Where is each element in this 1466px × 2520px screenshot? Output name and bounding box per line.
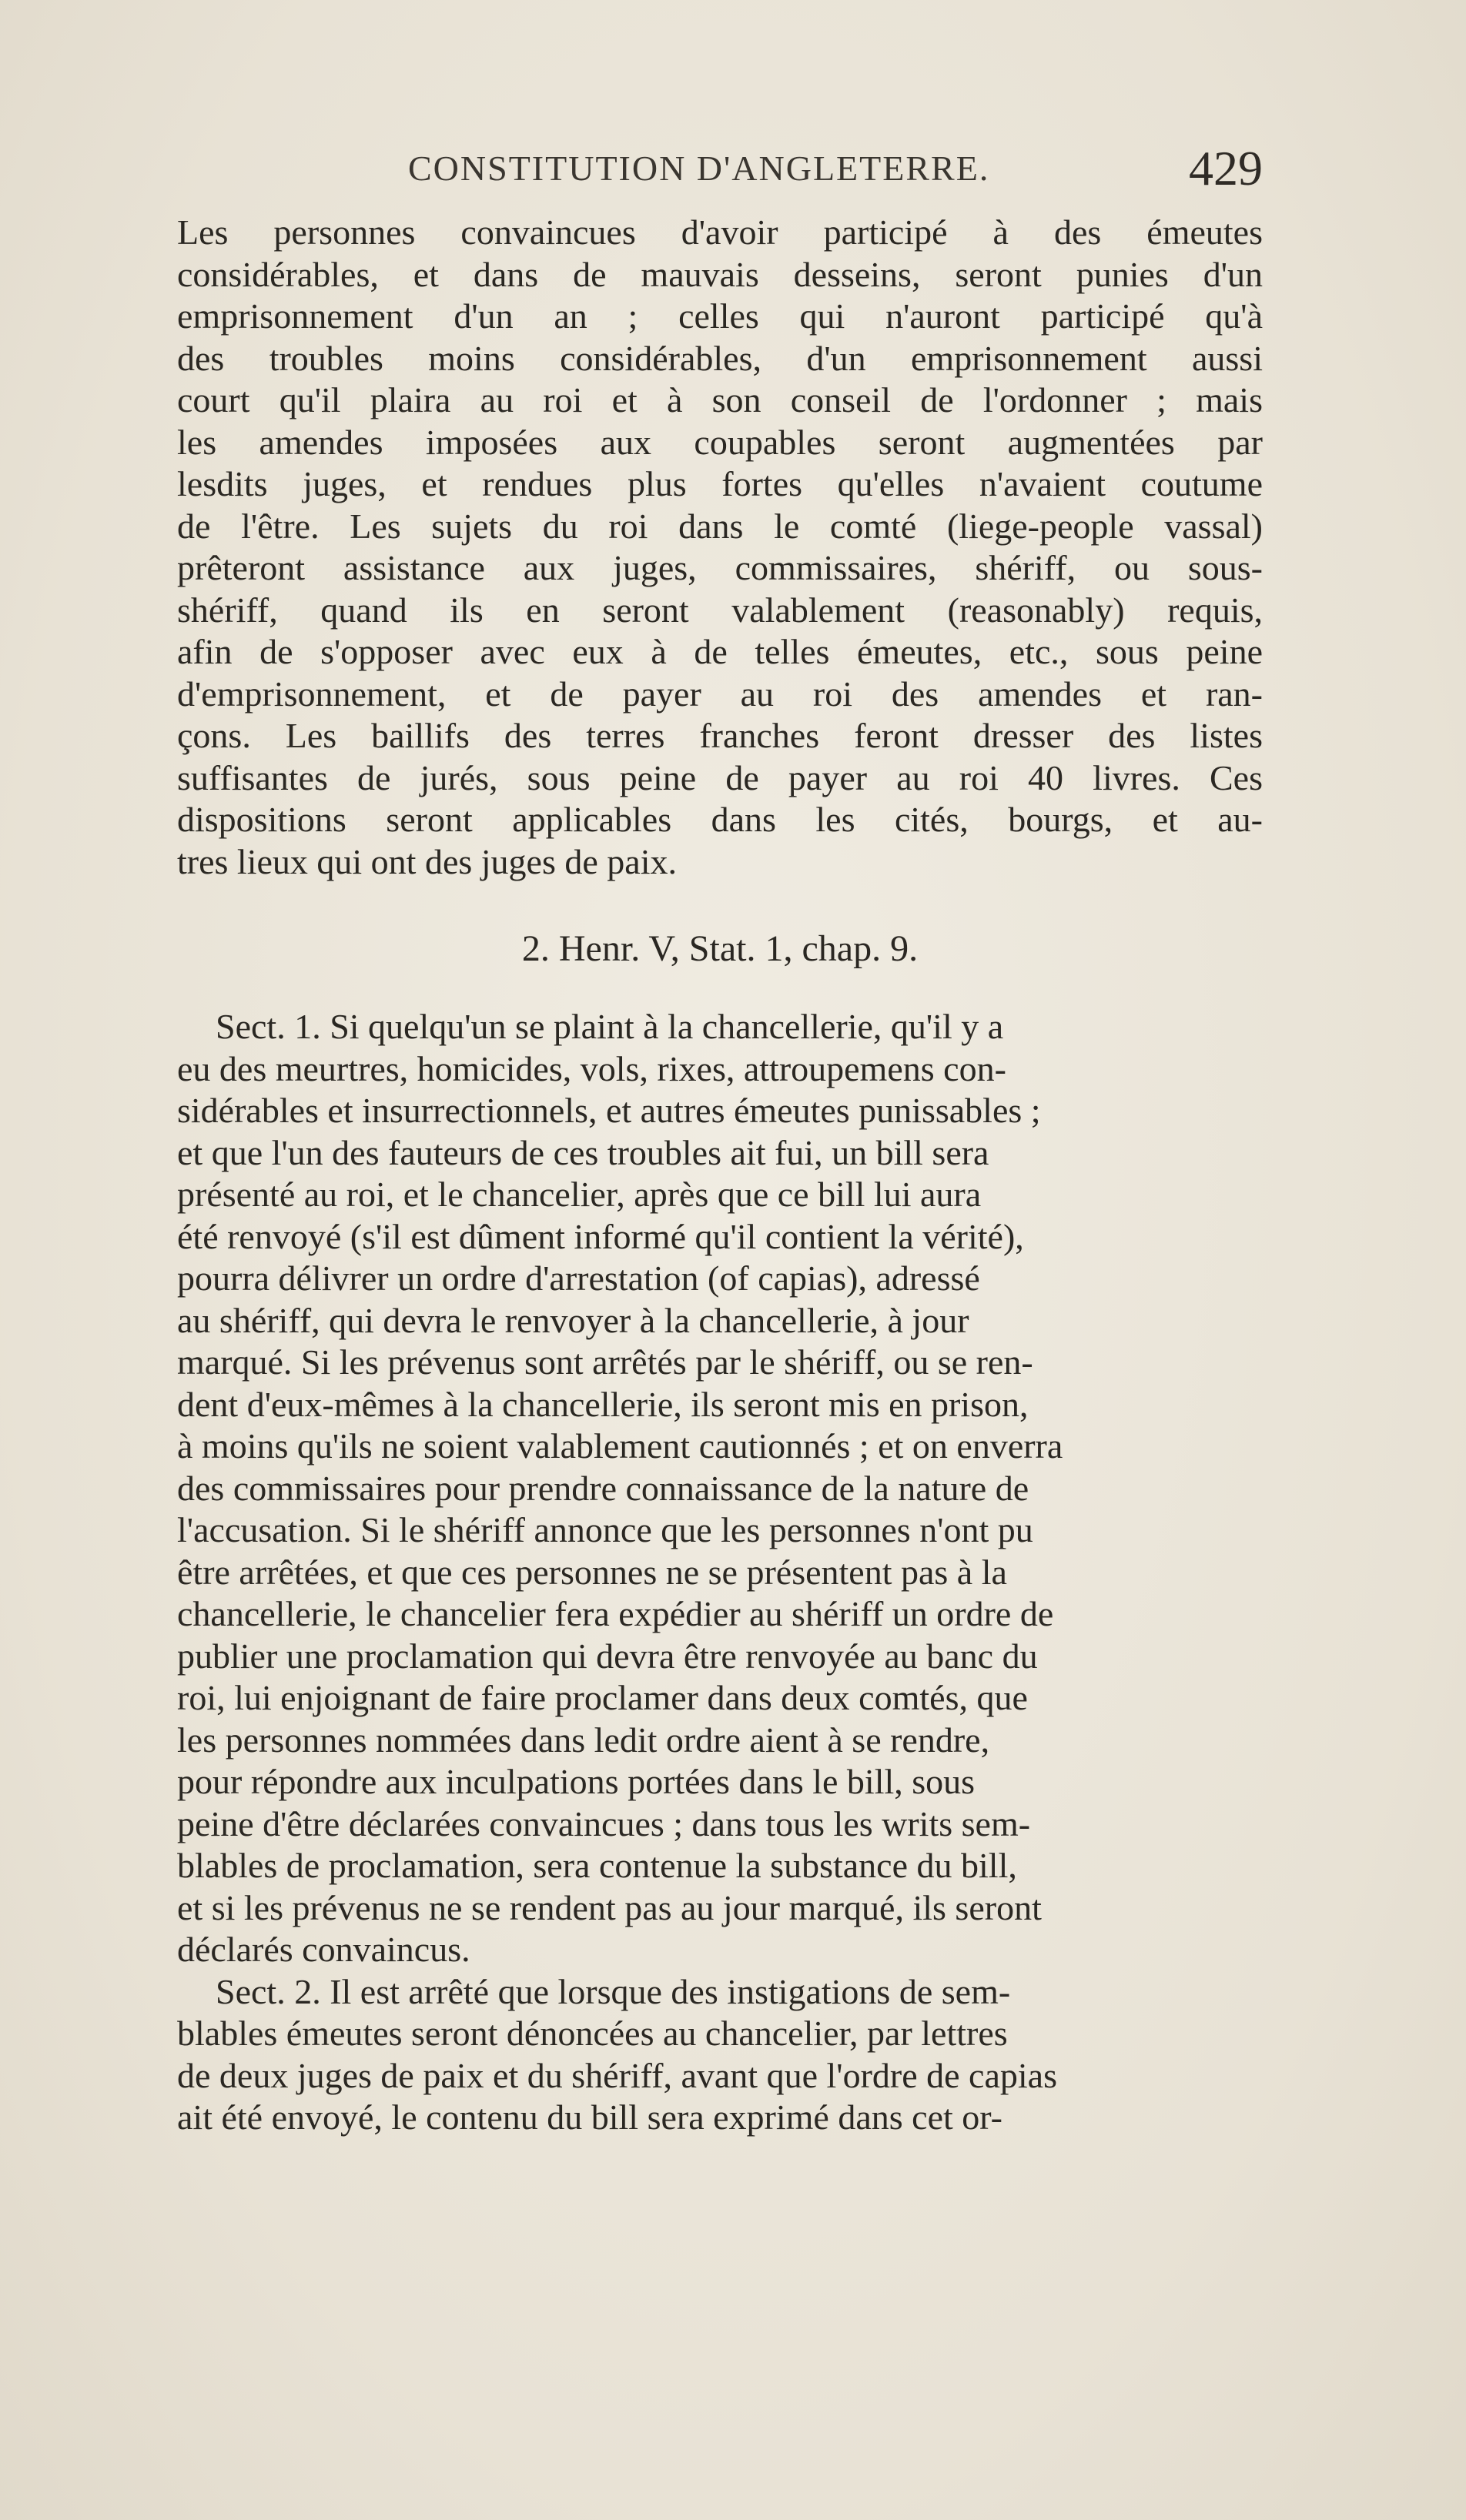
text-line: dent d'eux-mêmes à la chancellerie, ils seront mis en prison, [177,1384,1029,1424]
text-line: dispositions seront applicables dans les cités, bourgs, et au- [177,800,1263,839]
text-line: sidérables et insurrectionnels, et autres émeutes punissables ; [177,1091,1041,1130]
statute-heading: 2. Henr. V, Stat. 1, chap. 9. [521,928,919,969]
text-line: Les personnes convaincues d'avoir participé à des émeutes [177,212,1263,252]
section-1 [177,1006,1263,2139]
text-line: déclarés convaincus. [177,1930,470,1969]
text-line: pourra délivrer un ordre d'arrestation (of capias), adressé [177,1258,980,1298]
text-line: à moins qu'ils ne soient valablement cautionnés ; et on enverra [177,1426,1063,1466]
text-line: l'accusation. Si le shériff annonce que les personnes n'ont pu [177,1510,1033,1549]
text-line: et que l'un des fauteurs de ces troubles ait fui, un bill sera [177,1132,989,1172]
text-line: les amendes imposées aux coupables seront augmentées par [177,422,1263,462]
text-line: considérables, et dans de mauvais desseins, seront punies d'un [177,254,1263,294]
running-title: CONSTITUTION D'ANGLETERRE. [408,149,990,188]
text-line: tres lieux qui ont des juges de paix. [177,841,677,881]
text-line: blables de proclamation, sera contenue la substance du bill, [177,1846,1017,1885]
paragraph-1 [177,212,1263,883]
text-line: chancellerie, le chancelier fera expédier au shériff un ordre de [177,1594,1054,1633]
running-head [177,140,1263,202]
text-line: court qu'il plaira au roi et à son conseil de l'ordonner ; mais [177,380,1263,419]
text-line: Sect. 1. Si quelqu'un se plaint à la chancellerie, qu'il y a [216,1007,1004,1046]
text-line: au shériff, qui devra le renvoyer à la chancellerie, à jour [177,1300,969,1340]
text-line: roi, lui enjoignant de faire proclamer dans deux comtés, que [177,1678,1028,1717]
text-line: emprisonnement d'un an ; celles qui n'auront participé qu'à [177,296,1263,336]
text-line: présenté au roi, et le chancelier, après que ce bill lui aura [177,1175,982,1214]
text-line: lesdits juges, et rendues plus fortes qu'elles n'avaient coutume [177,464,1263,503]
text-line: des troubles moins considérables, d'un emprisonnement aussi [177,338,1263,378]
text-line: d'emprisonnement, et de payer au roi des amendes et ran- [177,673,1263,714]
text-line: eu des meurtres, homicides, vols, rixes, attroupemens con- [177,1048,1006,1088]
text-line: blables émeutes seront dénoncées au chancelier, par lettres [177,2014,1008,2053]
page-number: 429 [1189,141,1263,196]
text-line: publier une proclamation qui devra être renvoyée au banc du [177,1636,1038,1676]
text-line: pour répondre aux inculpations portées dans le bill, sous [177,1762,976,1801]
text-line: être arrêtées, et que ces personnes ne se présentent pas à la [177,1552,1007,1592]
text-line: shériff, quand ils en seront valablement (reasonably) requis, [177,590,1263,630]
text-line: peine d'être déclarées convaincues ; dans tous les writs sem- [177,1803,1031,1843]
text-line: çons. Les baillifs des terres franches feront dresser des listes [177,716,1263,755]
text-line: suffisantes de jurés, sous peine de payer au roi 40 livres. Ces [177,757,1263,797]
text-line: été renvoyé (s'il est dûment informé qu'il contient la vérité), [177,1216,1024,1256]
text-line: marqué. Si les prévenus sont arrêtés par le shériff, ou se ren- [177,1342,1033,1382]
text-line: Sect. 2. Il est arrêté que lorsque des instigations de sem- [216,1971,1011,2011]
text-line: des commissaires pour prendre connaissance de la nature de [177,1468,1029,1508]
text-line: de l'être. Les sujets du roi dans le comté (liege-people vassal) [177,506,1263,546]
text-line: et si les prévenus ne se rendent pas au jour marqué, ils seront [177,1887,1042,1927]
text-line: prêteront assistance aux juges, commissaires, shériff, ou sous- [177,548,1263,587]
text-line: de deux juges de paix et du shériff, avant que l'ordre de capias [177,2055,1057,2095]
text-line: les personnes nommées dans ledit ordre aient à se rendre, [177,1720,990,1760]
text-line: afin de s'opposer avec eux à de telles émeutes, etc., sous peine [177,632,1263,671]
text-line: ait été envoyé, le contenu du bill sera exprimé dans cet or- [177,2097,1002,2137]
